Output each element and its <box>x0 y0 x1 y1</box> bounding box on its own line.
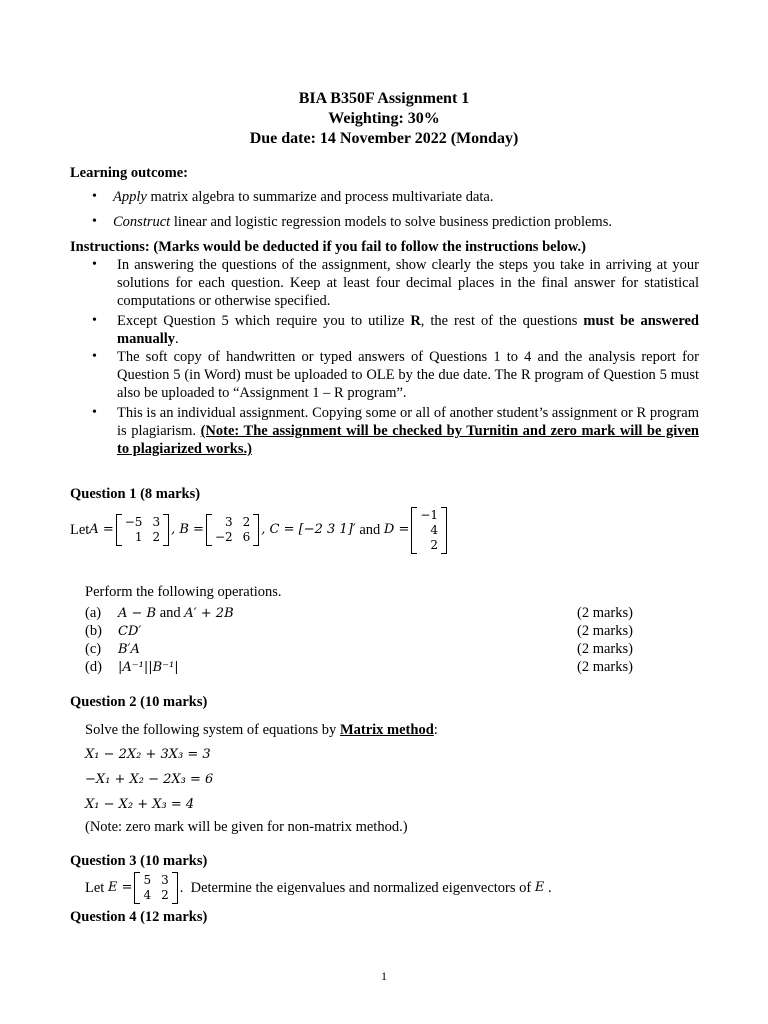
part-b-expression <box>118 622 141 641</box>
question-1-matrices <box>70 508 449 552</box>
and-text: and <box>156 605 185 621</box>
instruction-text: This is an individual assignment. Copying some or all of another student’s assignment or R program is plagiarism. <box>117 405 699 439</box>
instruction-1: In answering the questions of the assignment, show clearly the steps you take in arriving at your solutions for each question. Keep at least four decimal places in the final answer for statistical computations or otherwise specified. <box>117 257 699 309</box>
math-expression: A′ + 2B <box>184 606 234 621</box>
part-label: (a) <box>85 605 102 621</box>
marks-label: (2 marks) <box>577 623 633 639</box>
question-4-heading: Question 4 (12 marks) <box>70 909 208 925</box>
question-2-note: (Note: zero mark will be given for non-matrix method.) <box>85 819 408 835</box>
part-label: (d) <box>85 659 102 675</box>
let-text: Let <box>85 880 108 896</box>
instruction-2 <box>117 312 699 348</box>
question-3-heading: Question 3 (10 marks) <box>70 853 208 869</box>
matrix-d-label: D = <box>383 522 410 537</box>
question-2-intro <box>85 721 438 739</box>
question-3-text: . Determine the eigenvalues and normalized eigenvectors of <box>179 880 535 896</box>
matrix-cell: 3 <box>225 515 233 529</box>
learning-outcome-heading: Learning outcome: <box>70 165 188 181</box>
emphasis-text: Apply <box>113 189 147 205</box>
math-expression: A − B <box>118 606 157 621</box>
intro-text: : <box>433 722 438 738</box>
math-expression: B′A <box>118 642 140 657</box>
matrix-a <box>116 514 169 546</box>
perform-instruction: Perform the following operations. <box>85 584 282 600</box>
emphasis-text: Construct <box>113 214 171 230</box>
part-d-expression <box>118 658 179 677</box>
matrix-cell: −2 <box>214 530 233 544</box>
matrix-cell: 1 <box>134 530 143 544</box>
bullet-icon: • <box>92 405 97 420</box>
matrix-cell: 4 <box>143 888 152 902</box>
bullet-icon: • <box>92 214 97 229</box>
item-text: linear and logistic regression models to solve business prediction problems. <box>170 214 612 230</box>
math-expression: CD′ <box>118 624 142 639</box>
plagiarism-note: (Note: The assignment will be checked by Turnitin and zero mark will be given to plagiarized works.) <box>117 423 699 457</box>
bullet-icon: • <box>92 189 97 204</box>
matrix-e-variable: E <box>534 880 545 895</box>
instruction-4 <box>117 404 699 458</box>
r-label: R <box>410 313 421 329</box>
part-label: (c) <box>85 641 102 657</box>
learning-item-1 <box>113 188 494 206</box>
instruction-text: , the rest of the questions <box>420 313 584 329</box>
instructions-heading: Instructions: (Marks would be deducted if you fail to follow the instructions below.) <box>70 239 586 255</box>
bullet-icon: • <box>92 257 97 272</box>
and-text: and <box>355 522 384 538</box>
matrix-cell: 5 <box>143 873 152 887</box>
matrix-b <box>206 514 259 546</box>
matrix-cell: 6 <box>242 530 251 544</box>
equation-2: −X₁ + X₂ − 2X₃ = 6 <box>85 772 214 787</box>
page-number: 1 <box>381 969 387 983</box>
weighting-line: Weighting: 30% <box>328 110 440 127</box>
matrix-b-label: , B = <box>171 522 204 537</box>
question-1-heading: Question 1 (8 marks) <box>70 486 201 502</box>
period-text: . <box>544 880 552 896</box>
matrix-method-label: Matrix method <box>339 722 434 738</box>
instruction-text: . <box>175 331 179 347</box>
assignment-title: BIA B350F Assignment 1 <box>298 90 470 107</box>
equation-3: X₁ − X₂ + X₃ = 4 <box>85 797 195 812</box>
matrix-d <box>411 507 447 554</box>
matrix-e-label: E = <box>107 880 133 895</box>
marks-label: (2 marks) <box>577 659 633 675</box>
math-expression: |A⁻¹||B⁻¹| <box>118 660 179 675</box>
matrix-cell: 4 <box>430 522 439 537</box>
instruction-3: The soft copy of handwritten or typed answers of Questions 1 to 4 and the analysis report for Question 5 (in Word) must be uploaded to OLE by the due date. The R program of Question 5 must also be uploaded to “Assignment 1 – R program”. <box>117 349 699 401</box>
item-text: matrix algebra to summarize and process multivariate data. <box>146 189 494 205</box>
question-2-heading: Question 2 (10 marks) <box>70 694 208 710</box>
let-text: Let <box>70 522 90 538</box>
matrix-cell: 2 <box>430 537 439 552</box>
matrix-e <box>134 872 177 904</box>
matrix-cell: −5 <box>124 515 143 529</box>
intro-text: Solve the following system of equations by <box>85 722 340 738</box>
instruction-text: Except Question 5 which require you to utilize <box>117 313 411 329</box>
matrix-cell: 3 <box>161 873 169 887</box>
matrix-c: , C = [−2 3 1]′ <box>261 522 356 537</box>
marks-label: (2 marks) <box>577 605 633 621</box>
matrix-cell: 2 <box>242 515 251 529</box>
matrix-cell: 2 <box>161 888 169 902</box>
part-c-expression <box>118 640 140 659</box>
matrix-cell: −1 <box>420 507 439 522</box>
manual-requirement: must be answered manually <box>117 313 699 347</box>
due-date-line: Due date: 14 November 2022 (Monday) <box>249 130 519 147</box>
matrix-a-label: A = <box>89 522 114 537</box>
learning-item-2 <box>113 213 612 231</box>
marks-label: (2 marks) <box>577 641 633 657</box>
matrix-cell: 2 <box>152 530 161 544</box>
part-label: (b) <box>85 623 102 639</box>
question-3-body <box>85 868 552 908</box>
matrix-cell: 3 <box>152 515 161 529</box>
bullet-icon: • <box>92 313 97 328</box>
part-a-expression <box>118 604 234 623</box>
bullet-icon: • <box>92 349 97 364</box>
equation-1: X₁ − 2X₂ + 3X₃ = 3 <box>85 747 211 762</box>
